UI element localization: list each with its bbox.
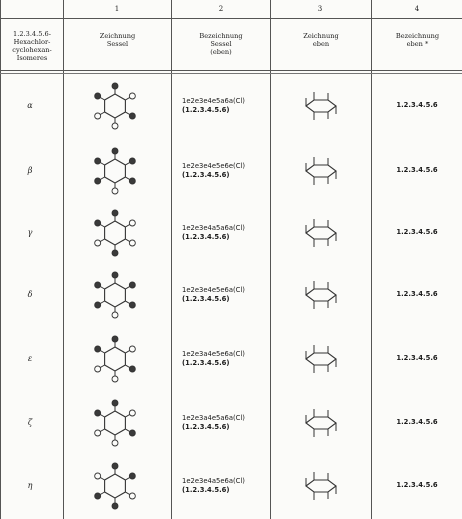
designation-code: 1e2e3e4e5e6e(Cl): [182, 162, 245, 170]
substituent-atom: [112, 463, 118, 469]
column-number: 2: [218, 5, 224, 13]
substituent-atom: [129, 473, 135, 479]
designation-positions: (1.2.3.4.5.6): [182, 422, 230, 431]
designation-code: 1e2e3a4e5a6a(Cl): [182, 414, 245, 422]
designation-code: 1e2e3e4a5a6a(Cl): [182, 224, 245, 232]
eben-designation: 1.2.3.4.5.6: [396, 101, 438, 109]
isomer-label: η: [27, 481, 33, 490]
header-zeichnung-sessel: Zeichnung Sessel: [99, 32, 136, 48]
flat-ring: [306, 480, 336, 492]
isomer-label: α: [27, 101, 33, 110]
substituent-atom: [95, 493, 101, 499]
header-zeichnung-eben: Zeichnung eben: [303, 32, 339, 48]
substituent-atom: [112, 503, 118, 509]
isomer-label: β: [27, 166, 33, 175]
ring: [105, 474, 126, 498]
header-isomers: 1.2.3.4.5.6- Hexachlor- cyclohexan- Isomeres: [12, 30, 52, 62]
eben-designation: 1.2.3.4.5.6: [396, 290, 438, 298]
substituent-atom: [129, 493, 135, 499]
designation-positions: (1.2.3.4.5.6): [182, 485, 230, 494]
column-number: 1: [114, 5, 120, 13]
designation-code: 1e2e3e4e5a6a(Cl): [182, 97, 245, 105]
designation-code: 1e2e3e4e5e6a(Cl): [182, 286, 245, 294]
designation-positions: (1.2.3.4.5.6): [182, 232, 230, 241]
isomer-label: γ: [27, 228, 33, 237]
isomer-label: ε: [27, 354, 33, 363]
designation-positions: (1.2.3.4.5.6): [182, 358, 230, 367]
eben-designation: 1.2.3.4.5.6: [396, 481, 438, 489]
column-number: 4: [414, 5, 420, 13]
eben-designation: 1.2.3.4.5.6: [396, 354, 438, 362]
eben-designation: 1.2.3.4.5.6: [396, 418, 438, 426]
designation-positions: (1.2.3.4.5.6): [182, 105, 230, 114]
isomer-label: δ: [27, 290, 33, 299]
header-bezeichnung-eben: Bezeichnung eben *: [395, 32, 440, 48]
substituent-atom: [95, 473, 101, 479]
designation-code: 1e2e3e4a5e6a(Cl): [182, 477, 245, 485]
eben-designation: 1.2.3.4.5.6: [396, 166, 438, 174]
designation-code: 1e2e3a4e5e6a(Cl): [182, 350, 245, 358]
isomer-label: ζ: [27, 418, 33, 427]
column-number: 3: [317, 5, 323, 13]
sessel-designation: [182, 477, 245, 494]
designation-positions: (1.2.3.4.5.6): [182, 294, 230, 303]
designation-positions: (1.2.3.4.5.6): [182, 170, 230, 179]
eben-designation: 1.2.3.4.5.6: [396, 228, 438, 236]
header-bezeichnung-sessel: Bezeichnung Sessel (eben): [199, 32, 243, 56]
